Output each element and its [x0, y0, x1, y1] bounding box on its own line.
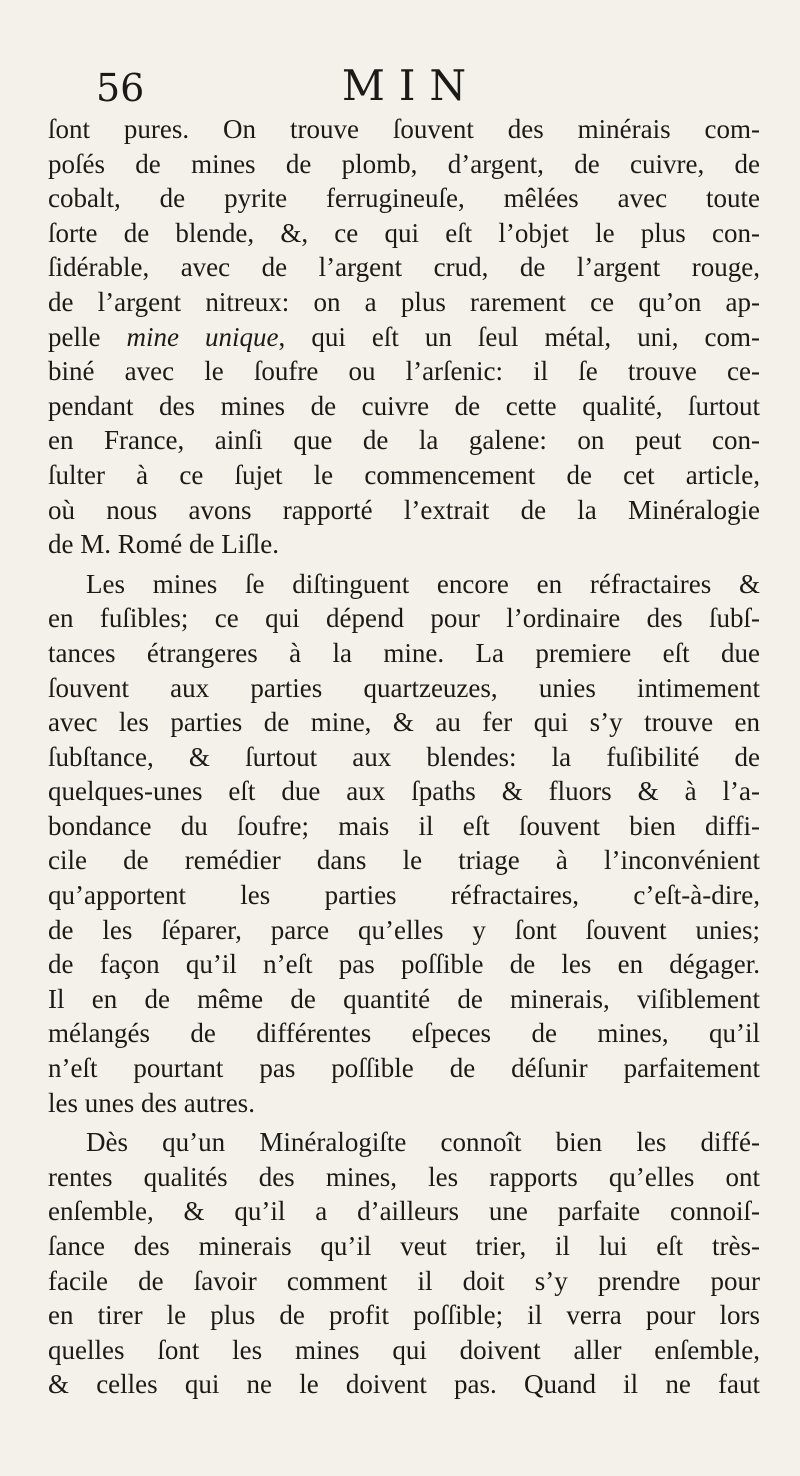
- text-line: en tirer le plus de profit poſſible; il verra pour lors: [48, 1300, 760, 1331]
- paragraph: [48, 1125, 760, 1402]
- text-run: , qui eſt un ſeul métal, uni, com-: [278, 321, 760, 352]
- text-line: de M. Romé de Liſle.: [48, 529, 279, 560]
- paragraph: [48, 112, 760, 562]
- text-line: ſance des minerais qu’il veut trier, il lui eſt très-: [48, 1231, 760, 1261]
- text-line: ſidérable, avec de l’argent crud, de l’argent rouge,: [48, 252, 760, 283]
- text-line: en France, ainſi que de la galene: on peut con-: [48, 425, 760, 456]
- running-head: MIN: [341, 61, 481, 110]
- text-line: ſubſtance, & ſurtout aux blendes: la fuſibilité de: [48, 741, 760, 772]
- text-line: [48, 320, 760, 355]
- text-line: ſouvent aux parties quartzeuzes, unies intimement: [48, 672, 760, 703]
- text-line: en fuſibles; ce qui dépend pour l’ordinaire des ſubſ-: [48, 603, 760, 634]
- text-run: pelle: [48, 321, 127, 352]
- text-line: mélangés de différentes eſpeces de mines, qu’il: [48, 1018, 760, 1049]
- text-line: ſont pures. On trouve ſouvent des minérais com-: [48, 114, 760, 144]
- text-line: tances étrangeres à la mine. La premiere eſt due: [48, 637, 760, 668]
- text-line: Les mines ſe diſtinguent encore en réfractaires &: [86, 568, 760, 599]
- text-line: enſemble, & qu’il a d’ailleurs une parfaite connoiſ-: [48, 1196, 760, 1227]
- text-line: qu’apportent les parties réfractaires, c’eſt-à-dire,: [48, 880, 760, 911]
- text-line: ſorte de blende, &, ce qui eſt l’objet le plus con-: [48, 217, 760, 248]
- text-line: de façon qu’il n’eſt pas poſſible de les en dégager.: [48, 949, 760, 980]
- text-line: cobalt, de pyrite ferrugineuſe, mêlées avec toute: [48, 183, 760, 214]
- text-line: & celles qui ne le doivent pas. Quand il ne faut: [48, 1369, 760, 1400]
- text-line: ſulter à ce ſujet le commencement de cet article,: [48, 459, 760, 490]
- page-header: [48, 0, 760, 112]
- text-line: de l’argent nitreux: on a plus rarement ce qu’on ap-: [48, 286, 760, 317]
- page-number: 56: [96, 66, 145, 110]
- text-line: quelles ſont les mines qui doivent aller enſemble,: [48, 1334, 760, 1365]
- body-text: [48, 112, 760, 1402]
- text-line: facile de ſavoir comment il doit s’y prendre pour: [48, 1265, 760, 1296]
- text-line: Il en de même de quantité de minerais, viſiblement: [48, 983, 760, 1014]
- text-line: cile de remédier dans le triage à l’inconvénient: [48, 845, 760, 876]
- text-line: avec les parties de mine, & au fer qui s’y trouve en: [48, 707, 760, 738]
- text-line: quelques-unes eſt due aux ſpaths & fluors & à l’a-: [48, 776, 760, 807]
- text-line: pendant des mines de cuivre de cette qualité, ſurtout: [48, 390, 760, 421]
- text-line: bondance du ſoufre; mais il eſt ſouvent bien diffi-: [48, 810, 760, 841]
- paragraph: [48, 567, 760, 1121]
- text-line: où nous avons rapporté l’extrait de la Minéralogie: [48, 494, 760, 525]
- text-line: rentes qualités des mines, les rapports qu’elles ont: [48, 1161, 760, 1192]
- text-line: n’eſt pourtant pas poſſible de déſunir parfaitement: [48, 1053, 760, 1084]
- text-line: Dès qu’un Minéralogiſte connoît bien les diffé-: [86, 1127, 760, 1158]
- text-line: biné avec le ſoufre ou l’arſenic: il ſe trouve ce-: [48, 356, 760, 387]
- text-line: les unes des autres.: [48, 1087, 255, 1118]
- italic-term: mine unique: [126, 321, 279, 352]
- text-line: de les ſéparer, parce qu’elles y ſont ſouvent unies;: [48, 914, 760, 945]
- text-line: poſés de mines de plomb, d’argent, de cuivre, de: [48, 148, 760, 179]
